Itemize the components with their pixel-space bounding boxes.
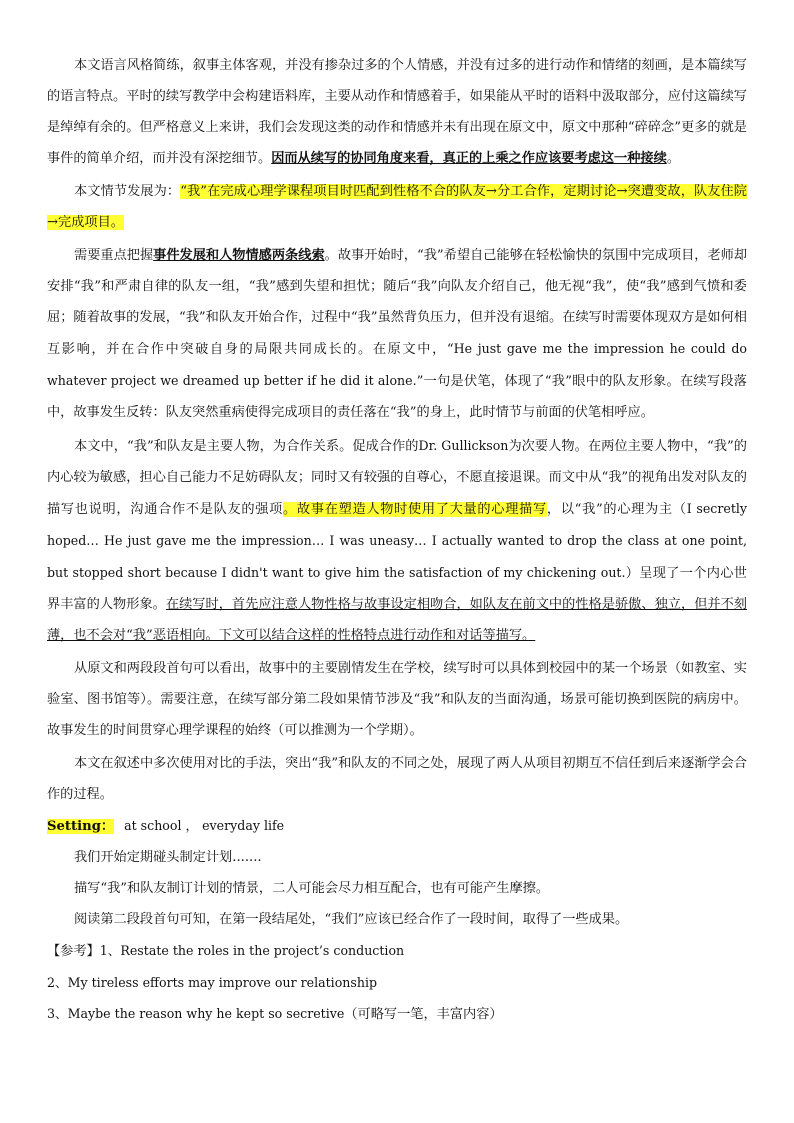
reference-text: 3、Maybe the reason why he kept so secretive xyxy=(47,1006,345,1021)
text-run: 。故事开始时，“我”希望自己能够在轻松愉快的氛围中完成项目，老师却安排“我”和严肃自律的队友一组，“我”感到失望和担忧；随后“我”向队友介绍自己，他无视“我”，使“我”感到气愤和委屈；随着故事的发展，“我”和队友开始合作，过程中“我”虽然背负压力，但并没有退缩。在续写时需要体现双方是如何相互影响，并在合作中突破自身的局限共同成长的。在原文中，“ xyxy=(47,248,748,357)
text-run: ，以“我”的心理为主（ xyxy=(546,502,687,517)
text-run: 需要重点把握 xyxy=(74,248,154,263)
line-description: 描写“我”和队友制订计划的情景，二人可能会尽力相互配合，也有可能产生摩擦。 xyxy=(74,881,550,896)
paragraph-characters xyxy=(47,430,747,651)
reference-text: 1、Restate the roles in the project’s conduction xyxy=(99,943,405,958)
paragraph-setting-analysis: 从原文和两段段首句可以看出，故事中的主要剧情发生在学校，续写时可以具体到校园中的某一个场景（如教室、实验室、图书馆等）。需要注意，在续写部分第二段如果情节涉及“我”和队友的当面沟通，场景可能切换到医院的病房中。故事发生的时间贯穿心理学课程的始终（可以推测为一个学期）。 xyxy=(47,661,747,738)
text-run: 为次要人物。在两位主要人物中，“我”的内心较为敏感，担心自己能力不足妨碍队友；同时又有较强的自尊心，不愿直接退课。而文中从“我”的视角出发对队友的描写也说明，沟通合作不是队友的强项 xyxy=(47,439,747,517)
emphasis-text: 因而从续写的协同角度来看，真正的上乘之作应该要考虑这一种接续 xyxy=(271,151,667,166)
reference-item-1 xyxy=(47,935,747,967)
paragraph-clues xyxy=(47,240,747,428)
reference-item-2: 2、My tireless efforts may improve our relationship xyxy=(47,975,378,990)
english-name: Dr. Gullickson xyxy=(418,438,509,453)
text-run: 本文中，“我”和队友是主要人物，为合作关系。促成合作的 xyxy=(74,439,419,454)
emphasis-text: 事件发展和人物情感两条线索 xyxy=(153,248,325,263)
setting-label: Setting： xyxy=(47,819,115,834)
document-page xyxy=(47,50,747,1030)
setting-line xyxy=(47,810,747,842)
text-run: 本文情节发展为： xyxy=(74,184,181,199)
text-run: ”一句是伏笔，体现了“我”眼中的队友形象。在续写段落中，故事发生反转：队友突然重病使得完成项目的责任落在“我”的身上，此时情节与前面的伏笔相呼应。 xyxy=(47,374,747,420)
english-quote: He just gave me the impression he could do whatever project we dreamed up better if he did it alone. xyxy=(47,341,747,388)
text-run: ）呈现了一个内心世界丰富的人物形象。 xyxy=(47,566,747,612)
paragraph-plot xyxy=(47,176,747,238)
paragraph-contrast: 本文在叙述中多次使用对比的手法，突出“我”和队友的不同之处，展现了两人从项目初期互不信任到后来逐渐学会合作的过程。 xyxy=(47,756,747,802)
text-run: 本文语言风格简练，叙事主体客观，并没有掺杂过多的个人情感，并没有过多的进行动作和情绪的刻画，是本篇续写的语言特点。平时的续写教学中会构建语料库，主要从动作和情感着手，如果能从平时的语料中汲取部分，应付这篇续写是绰绰有余的。但严格意义上来讲，我们会发现这类的动作和情感并未有出现在原文中，原文中那种“碎碎念”更多的就是事件的简单介绍，而并没有深挖细节。 xyxy=(47,58,747,166)
paragraph-language-style xyxy=(47,50,747,174)
reference-item-3 xyxy=(47,998,747,1030)
underlined-text: 在续写时，首先应注意人物性格与故事设定相吻合，如队友在前文中的性格是骄傲、独立，但并不刻薄，也不会对“我”恶语相向。下文可以结合这样的性格特点进行动作和对话等描写。 xyxy=(47,597,747,643)
line-reading-hint: 阅读第二段段首句可知，在第一段结尾处，“我们”应该已经合作了一段时间，取得了一些成果。 xyxy=(74,912,629,927)
highlighted-text: 。故事在塑造人物时使用了大量的心理描写 xyxy=(283,502,547,517)
text-run: 。 xyxy=(666,151,680,166)
english-quote: I secretly hoped… He just gave me the impression… I was uneasy… I actually wanted to drop the class at one point, but stopped short because I didn't want to give him the satisfaction of my chickening out. xyxy=(47,501,748,580)
setting-value: at school ， everyday life xyxy=(124,818,285,833)
reference-note: （可略写一笔，丰富内容） xyxy=(344,1007,503,1022)
line-plan: 我们开始定期碰头制定计划....... xyxy=(74,850,262,865)
reference-label: 【参考】 xyxy=(47,944,100,959)
highlighted-text: “我”在完成心理学课程项目时匹配到性格不合的队友→分工合作，定期讨论→突遭变故，队友住院→完成项目。 xyxy=(47,184,747,230)
